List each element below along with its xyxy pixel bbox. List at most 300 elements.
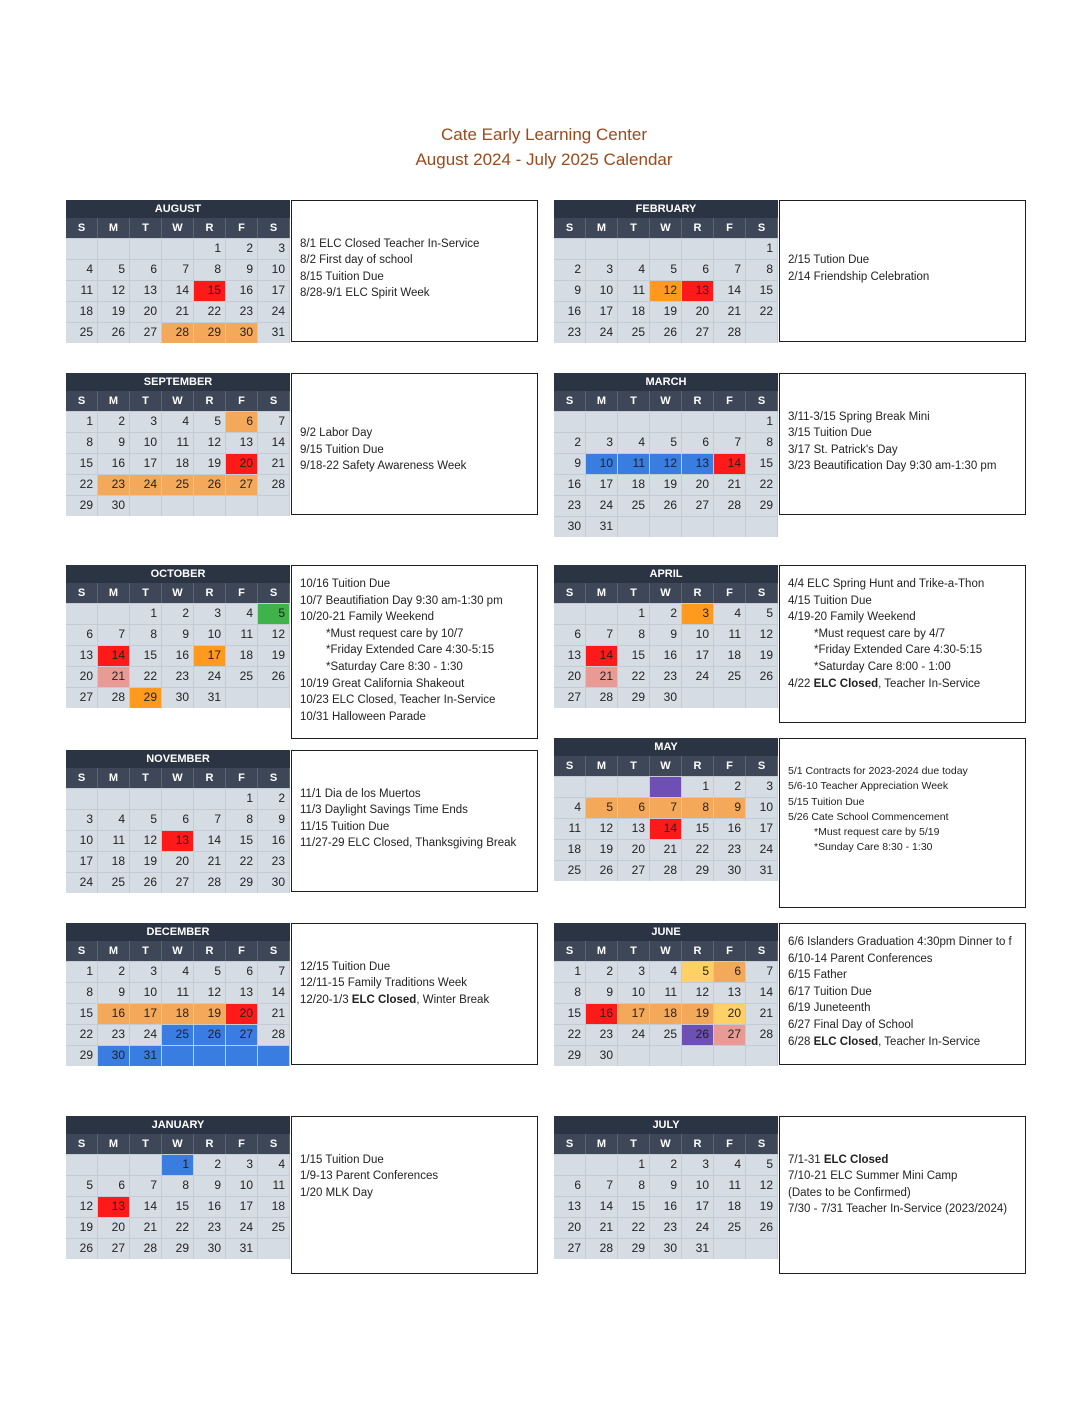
month-calendar [66, 200, 290, 343]
day-cell: 24 [194, 667, 226, 687]
day-cell: 19 [746, 1197, 778, 1217]
day-cell: 24 [130, 1025, 162, 1045]
day-cell: 28 [130, 1239, 162, 1259]
weekday-header [66, 391, 290, 411]
note-line: 12/20-1/3 ELC Closed, Winter Break [300, 993, 490, 1006]
empty-cell [554, 1155, 586, 1175]
month-name: MAY [554, 738, 778, 756]
weekday-label: S [66, 941, 98, 961]
note-line: 5/26 Cate School Commencement [788, 810, 949, 823]
day-cell: 13 [554, 646, 586, 666]
weekday-label: F [226, 768, 258, 788]
day-cell: 4 [650, 962, 682, 982]
day-cell: 14 [98, 646, 130, 666]
weekday-label: S [66, 1134, 98, 1154]
month-notes [779, 200, 1026, 342]
note-line: 8/28-9/1 ELC Spirit Week [300, 287, 430, 300]
day-cell: 1 [746, 412, 778, 432]
weekday-label: W [650, 391, 682, 411]
day-cell: 11 [618, 281, 650, 301]
day-cell: 8 [194, 260, 226, 280]
day-cell: 23 [714, 840, 746, 860]
weekday-label: T [130, 941, 162, 961]
weekday-label: S [554, 218, 586, 238]
note-line: *Sunday Care 8:30 - 1:30 [814, 841, 933, 854]
day-cell: 13 [554, 1197, 586, 1217]
week-row [554, 1045, 778, 1066]
day-cell: 11 [714, 1176, 746, 1196]
day-cell: 18 [226, 646, 258, 666]
day-cell: 30 [162, 688, 194, 708]
day-cell: 9 [650, 625, 682, 645]
day-cell: 5 [194, 962, 226, 982]
day-cell: 23 [226, 302, 258, 322]
day-cell: 6 [226, 412, 258, 432]
day-cell: 19 [746, 646, 778, 666]
day-cell: 13 [226, 983, 258, 1003]
month-calendar [66, 750, 290, 893]
day-cell: 22 [746, 302, 778, 322]
day-cell: 8 [618, 1176, 650, 1196]
empty-cell [162, 789, 194, 809]
note-line: 3/23 Beautification Day 9:30 am-1:30 pm [788, 460, 997, 473]
day-cell: 21 [162, 302, 194, 322]
week-row [66, 830, 290, 851]
note-line: 6/17 Tuition Due [788, 985, 872, 998]
day-cell: 9 [162, 625, 194, 645]
day-cell: 27 [554, 1239, 586, 1259]
empty-cell [98, 789, 130, 809]
day-cell: 1 [554, 962, 586, 982]
weekday-label: M [98, 941, 130, 961]
note-line: *Friday Extended Care 4:30-5:15 [326, 644, 495, 657]
weekday-label: F [226, 941, 258, 961]
week-row [66, 687, 290, 708]
day-cell: 21 [746, 1004, 778, 1024]
day-cell: 10 [258, 260, 290, 280]
day-cell: 30 [650, 1239, 682, 1259]
week-row [554, 1196, 778, 1217]
day-cell: 2 [714, 777, 746, 797]
day-cell: 22 [554, 1025, 586, 1045]
day-cell: 20 [682, 302, 714, 322]
month-name: JUNE [554, 923, 778, 941]
note-line: 10/7 Beautifiation Day 9:30 am-1:30 pm [300, 594, 503, 607]
day-cell: 22 [66, 1025, 98, 1045]
day-cell: 9 [714, 798, 746, 818]
week-row [66, 982, 290, 1003]
note-line: 6/6 Islanders Graduation 4:30pm Dinner to f [788, 936, 1012, 948]
empty-cell [98, 1155, 130, 1175]
week-row [66, 961, 290, 982]
week-row [66, 788, 290, 809]
day-cell: 30 [258, 873, 290, 893]
month-name: SEPTEMBER [66, 373, 290, 391]
month-name: MARCH [554, 373, 778, 391]
day-cell: 17 [130, 454, 162, 474]
weekday-label: T [618, 756, 650, 776]
weekday-label: S [746, 941, 778, 961]
day-cell: 15 [682, 819, 714, 839]
day-cell: 29 [130, 688, 162, 708]
day-cell: 24 [746, 840, 778, 860]
day-cell: 27 [130, 323, 162, 343]
day-cell: 24 [258, 302, 290, 322]
day-cell: 18 [66, 302, 98, 322]
day-cell: 27 [682, 496, 714, 516]
weekday-header [66, 1134, 290, 1154]
day-cell: 13 [618, 819, 650, 839]
weekday-label: S [258, 391, 290, 411]
day-cell: 15 [66, 1004, 98, 1024]
day-cell: 9 [98, 433, 130, 453]
weekday-label: W [650, 1134, 682, 1154]
day-cell: 28 [194, 873, 226, 893]
weekday-label: S [66, 218, 98, 238]
month-name: NOVEMBER [66, 750, 290, 768]
day-cell: 12 [130, 831, 162, 851]
empty-cell [746, 1239, 778, 1259]
day-cell: 19 [98, 302, 130, 322]
day-cell: 13 [162, 831, 194, 851]
day-cell: 31 [746, 861, 778, 881]
day-cell: 13 [66, 646, 98, 666]
day-cell: 18 [162, 454, 194, 474]
day-cell: 20 [618, 840, 650, 860]
note-line: 10/31 Halloween Parade [300, 710, 426, 723]
weekday-label: S [554, 583, 586, 603]
empty-cell [682, 1046, 714, 1066]
month-name: OCTOBER [66, 565, 290, 583]
week-row [554, 495, 778, 516]
day-cell: 8 [66, 433, 98, 453]
day-cell: 22 [130, 667, 162, 687]
month-calendar [554, 373, 778, 537]
day-cell: 31 [586, 517, 618, 537]
day-cell: 16 [586, 1004, 618, 1024]
day-cell: 24 [618, 1025, 650, 1045]
day-cell: 21 [130, 1218, 162, 1238]
day-cell: 3 [682, 604, 714, 624]
empty-cell [714, 688, 746, 708]
day-cell: 14 [162, 281, 194, 301]
note-line: 10/16 Tuition Due [300, 578, 391, 590]
note-line: 11/15 Tuition Due [300, 820, 390, 833]
weekday-label: S [258, 583, 290, 603]
empty-cell [130, 239, 162, 259]
empty-cell [650, 777, 682, 797]
empty-cell [258, 688, 290, 708]
weekday-label: T [618, 583, 650, 603]
day-cell: 27 [554, 688, 586, 708]
weekday-header [554, 583, 778, 603]
day-cell: 16 [650, 646, 682, 666]
day-cell: 28 [746, 1025, 778, 1045]
day-cell: 26 [194, 475, 226, 495]
weekday-label: F [714, 583, 746, 603]
day-cell: 1 [618, 604, 650, 624]
day-cell: 10 [586, 454, 618, 474]
week-row [66, 238, 290, 259]
day-cell: 28 [714, 496, 746, 516]
note-line: 8/2 First day of school [300, 254, 413, 267]
note-line: 10/23 ELC Closed, Teacher In-Service [300, 694, 496, 707]
note-line [788, 749, 1025, 764]
day-cell: 1 [162, 1155, 194, 1175]
note-line: 6/10-14 Parent Conferences [788, 952, 933, 965]
day-cell: 16 [98, 1004, 130, 1024]
day-cell: 30 [586, 1046, 618, 1066]
empty-cell [162, 496, 194, 516]
day-cell: 4 [162, 412, 194, 432]
month-calendar [554, 738, 778, 881]
empty-cell [682, 688, 714, 708]
weekday-label: M [98, 1134, 130, 1154]
day-cell: 13 [682, 281, 714, 301]
day-cell: 16 [554, 475, 586, 495]
empty-cell [586, 604, 618, 624]
day-cell: 7 [98, 625, 130, 645]
day-cell: 3 [130, 412, 162, 432]
day-cell: 31 [194, 688, 226, 708]
day-cell: 25 [258, 1218, 290, 1238]
weekday-label: W [650, 583, 682, 603]
day-cell: 19 [586, 840, 618, 860]
day-cell: 11 [226, 625, 258, 645]
note-line: 6/19 Juneteenth [788, 1002, 871, 1015]
month-notes [779, 565, 1026, 723]
empty-cell [746, 517, 778, 537]
day-cell: 28 [258, 1025, 290, 1045]
day-cell: 25 [714, 1218, 746, 1238]
day-cell: 14 [714, 281, 746, 301]
empty-cell [650, 239, 682, 259]
day-cell: 28 [714, 323, 746, 343]
day-cell: 15 [226, 831, 258, 851]
day-cell: 21 [586, 1218, 618, 1238]
day-cell: 21 [258, 454, 290, 474]
day-cell: 17 [226, 1197, 258, 1217]
note-line: 3/11-3/15 Spring Break Mini [788, 410, 930, 423]
weekday-label: T [130, 583, 162, 603]
day-cell: 23 [194, 1218, 226, 1238]
empty-cell [618, 777, 650, 797]
month-calendar [554, 200, 778, 343]
day-cell: 14 [586, 1197, 618, 1217]
weekday-label: M [586, 583, 618, 603]
week-row [66, 872, 290, 893]
day-cell: 8 [746, 433, 778, 453]
day-cell: 6 [682, 433, 714, 453]
month-name: AUGUST [66, 200, 290, 218]
day-cell: 13 [226, 433, 258, 453]
day-cell: 8 [618, 625, 650, 645]
weekday-label: S [66, 583, 98, 603]
week-row [66, 666, 290, 687]
month-calendar [66, 565, 290, 708]
day-cell: 1 [66, 412, 98, 432]
note-line: 6/28 ELC Closed, Teacher In-Service [788, 1035, 981, 1048]
weekday-label: R [682, 756, 714, 776]
day-cell: 4 [618, 260, 650, 280]
note-line: 2/15 Tution Due [788, 254, 870, 267]
day-cell: 24 [682, 1218, 714, 1238]
day-cell: 16 [226, 281, 258, 301]
day-cell: 25 [226, 667, 258, 687]
weekday-label: T [130, 768, 162, 788]
weekday-header [66, 768, 290, 788]
note-line: 9/18-22 Safety Awareness Week [300, 460, 467, 473]
month-name: APRIL [554, 565, 778, 583]
week-row [554, 818, 778, 839]
weekday-label: M [586, 1134, 618, 1154]
empty-cell [554, 239, 586, 259]
day-cell: 11 [66, 281, 98, 301]
day-cell: 18 [162, 1004, 194, 1024]
day-cell: 14 [586, 646, 618, 666]
day-cell: 19 [130, 852, 162, 872]
day-cell: 10 [66, 831, 98, 851]
day-cell: 30 [194, 1239, 226, 1259]
day-cell: 14 [194, 831, 226, 851]
weekday-label: M [586, 941, 618, 961]
note-line: 8/1 ELC Closed Teacher In-Service [300, 237, 480, 250]
day-cell: 10 [130, 433, 162, 453]
day-cell: 18 [258, 1197, 290, 1217]
day-cell: 9 [554, 454, 586, 474]
weekday-label: W [162, 768, 194, 788]
empty-cell [586, 1155, 618, 1175]
day-cell: 30 [650, 688, 682, 708]
empty-cell [682, 412, 714, 432]
day-cell: 31 [682, 1239, 714, 1259]
weekday-label: F [226, 1134, 258, 1154]
day-cell: 24 [226, 1218, 258, 1238]
weekday-label: W [162, 583, 194, 603]
note-line: 3/15 Tuition Due [788, 427, 872, 440]
day-cell: 4 [66, 260, 98, 280]
day-cell: 12 [746, 625, 778, 645]
note-line: 3/17 St. Patrick's Day [788, 443, 898, 456]
page-title: Cate Early Learning Center [440, 125, 647, 144]
weekday-label: S [258, 1134, 290, 1154]
day-cell: 4 [714, 604, 746, 624]
day-cell: 28 [650, 861, 682, 881]
empty-cell [714, 239, 746, 259]
day-cell: 3 [258, 239, 290, 259]
empty-cell [746, 323, 778, 343]
day-cell: 5 [650, 260, 682, 280]
empty-cell [258, 496, 290, 516]
day-cell: 11 [162, 983, 194, 1003]
day-cell: 19 [194, 1004, 226, 1024]
weekday-label: M [98, 768, 130, 788]
empty-cell [682, 239, 714, 259]
note-line: 6/27 Final Day of School [788, 1018, 914, 1031]
day-cell: 22 [682, 840, 714, 860]
week-row [554, 687, 778, 708]
weekday-label: T [130, 391, 162, 411]
day-cell: 26 [66, 1239, 98, 1259]
day-cell: 18 [714, 646, 746, 666]
day-cell: 10 [746, 798, 778, 818]
note-line: 11/27-29 ELC Closed, Thanksgiving Break [300, 837, 517, 850]
day-cell: 9 [194, 1176, 226, 1196]
day-cell: 22 [746, 475, 778, 495]
month-notes [291, 923, 538, 1065]
day-cell: 15 [194, 281, 226, 301]
note-line [300, 392, 537, 409]
day-cell: 31 [130, 1046, 162, 1066]
day-cell: 25 [98, 873, 130, 893]
day-cell: 1 [618, 1155, 650, 1175]
day-cell: 23 [554, 323, 586, 343]
day-cell: 6 [130, 260, 162, 280]
day-cell: 28 [258, 475, 290, 495]
day-cell: 2 [98, 962, 130, 982]
day-cell: 26 [682, 1025, 714, 1045]
empty-cell [586, 412, 618, 432]
weekday-label: F [714, 1134, 746, 1154]
weekday-label: R [682, 583, 714, 603]
day-cell: 12 [650, 454, 682, 474]
day-cell: 4 [98, 810, 130, 830]
day-cell: 13 [98, 1197, 130, 1217]
week-row [66, 474, 290, 495]
note-line: *Saturday Care 8:30 - 1:30 [326, 660, 463, 673]
month-name: FEBRUARY [554, 200, 778, 218]
day-cell: 14 [746, 983, 778, 1003]
week-row [66, 1238, 290, 1259]
day-cell: 20 [66, 667, 98, 687]
empty-cell [66, 789, 98, 809]
day-cell: 31 [258, 323, 290, 343]
day-cell: 26 [258, 667, 290, 687]
day-cell: 20 [682, 475, 714, 495]
empty-cell [554, 777, 586, 797]
day-cell: 12 [258, 625, 290, 645]
weekday-label: S [554, 941, 586, 961]
day-cell: 29 [618, 1239, 650, 1259]
day-cell: 1 [66, 962, 98, 982]
day-cell: 19 [650, 475, 682, 495]
week-row [554, 322, 778, 343]
note-line [300, 942, 537, 959]
weekday-header [66, 218, 290, 238]
note-line [788, 236, 1025, 253]
weekday-label: S [258, 941, 290, 961]
weekday-label: T [130, 1134, 162, 1154]
day-cell: 3 [130, 962, 162, 982]
day-cell: 18 [554, 840, 586, 860]
day-cell: 17 [258, 281, 290, 301]
day-cell: 9 [226, 260, 258, 280]
day-cell: 1 [682, 777, 714, 797]
day-cell: 27 [226, 1025, 258, 1045]
day-cell: 8 [746, 260, 778, 280]
weekday-label: S [746, 583, 778, 603]
day-cell: 16 [650, 1197, 682, 1217]
day-cell: 9 [554, 281, 586, 301]
day-cell: 7 [130, 1176, 162, 1196]
day-cell: 25 [618, 323, 650, 343]
empty-cell [130, 496, 162, 516]
week-row [554, 982, 778, 1003]
note-line: *Must request care by 4/7 [814, 627, 946, 640]
empty-cell [226, 1046, 258, 1066]
day-cell: 18 [650, 1004, 682, 1024]
day-cell: 8 [682, 798, 714, 818]
